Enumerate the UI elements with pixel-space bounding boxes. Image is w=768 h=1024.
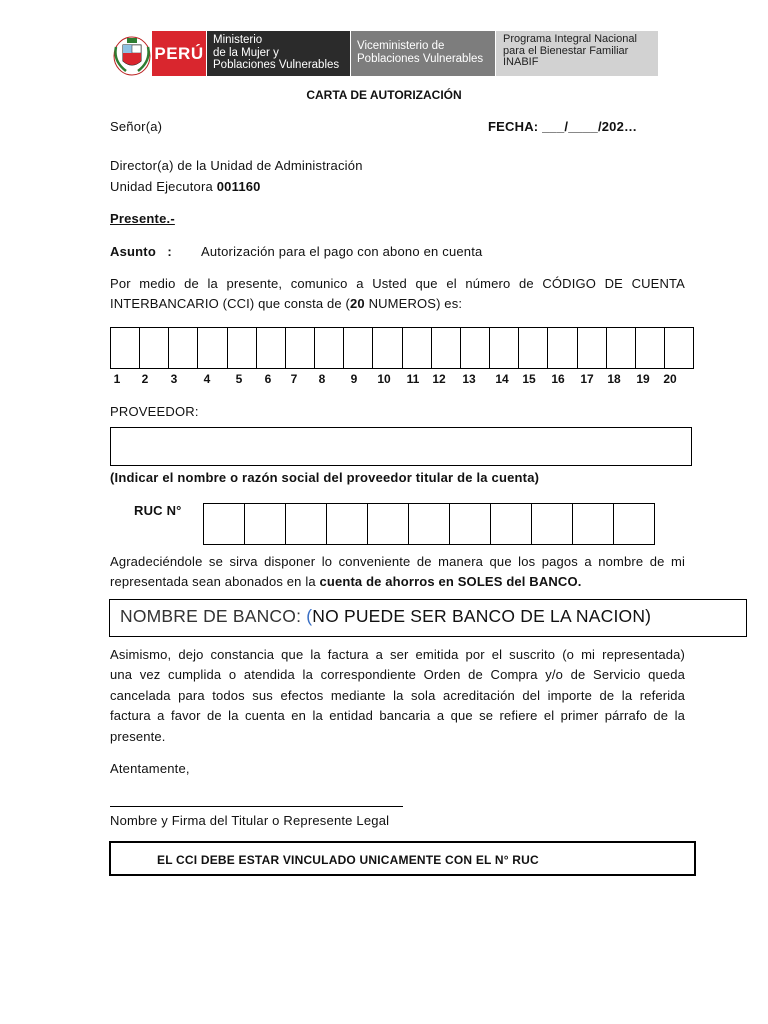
coat-of-arms-logo [112, 33, 152, 77]
provider-note: (Indicar el nombre o razón social del proveedor titular de la cuenta) [110, 470, 540, 485]
vice-ministry-line: Poblaciones Vulnerables [357, 53, 484, 65]
cci-position-number: 18 [607, 372, 621, 386]
cci-digit-box[interactable] [228, 328, 257, 368]
cci-position-number: 16 [551, 372, 565, 386]
cci-position-number: 7 [290, 372, 298, 386]
cci-digit-box[interactable] [490, 328, 519, 368]
bank-name-field[interactable] [109, 599, 747, 637]
document-title: CARTA DE AUTORIZACIÓN [306, 88, 462, 102]
cci-position-number: 6 [264, 372, 272, 386]
closing: Atentamente, [110, 761, 190, 776]
ruc-digit-box[interactable] [286, 504, 327, 544]
intro-text-b: NUMEROS) es: [364, 296, 463, 311]
cci-position-number: 13 [462, 372, 476, 386]
vice-ministry-brand-block [351, 31, 495, 76]
cci-position-number: 11 [406, 372, 420, 386]
intro-line: Por medio de la presente, comunico a Usted que el número de CÓDIGO DE CUENTA [110, 276, 685, 291]
body-line: cancelada para todos sus efectos mediante la sola acreditación del importe de la referida [110, 688, 685, 703]
recipient-unit-code: 001160 [216, 179, 261, 194]
cci-position-number: 20 [663, 372, 677, 386]
cci-position-number: 19 [636, 372, 650, 386]
signature-label: Nombre y Firma del Titular o Represente Legal [110, 813, 390, 828]
vice-ministry-line: Viceministerio de [357, 40, 445, 52]
cci-digit-box[interactable] [461, 328, 490, 368]
thanks-line: Agradeciéndole se sirva disponer lo conveniente de manera que los pagos a nombre de mi [110, 554, 685, 569]
cci-position-number: 10 [377, 372, 391, 386]
program-line: para el Bienestar Familiar [503, 44, 629, 57]
body-line: presente. [110, 729, 166, 744]
thanks-account-type: cuenta de ahorros en SOLES del BANCO. [319, 574, 582, 589]
body-line: una vez cumplida o atendida la correspondiente Orden de Compra y/o de Servicio queda [110, 667, 685, 682]
cci-position-number: 2 [141, 372, 149, 386]
ministry-brand-block [207, 31, 350, 76]
intro-text-a: INTERBANCARIO (CCI) que consta de ( [110, 296, 351, 311]
cci-digit-box[interactable] [111, 328, 140, 368]
cci-digit-box[interactable] [257, 328, 286, 368]
bank-paren: ( [306, 606, 313, 626]
cci-input-grid[interactable] [110, 327, 694, 369]
cci-position-number: 9 [350, 372, 358, 386]
cci-position-number: 5 [235, 372, 243, 386]
bank-label: NOMBRE DE BANCO: [120, 606, 307, 626]
cci-digit-box[interactable] [169, 328, 198, 368]
country-label: PERÚ [154, 43, 204, 63]
cci-position-number: 8 [318, 372, 326, 386]
cci-digit-box[interactable] [636, 328, 665, 368]
cci-position-number: 1 [113, 372, 121, 386]
program-brand-block [496, 31, 658, 76]
body-line: factura a favor de la cuenta en la entidad bancaria a que se refiere el primer párrafo de la [110, 708, 685, 723]
ruc-digit-box[interactable] [450, 504, 491, 544]
ruc-input-grid[interactable] [203, 503, 655, 545]
cci-digit-box[interactable] [198, 328, 227, 368]
cci-digit-box[interactable] [607, 328, 636, 368]
provider-name-field[interactable] [110, 427, 692, 466]
recipient-unit-line [110, 179, 261, 194]
cci-ruc-notice [109, 841, 696, 876]
cci-position-number: 14 [495, 372, 509, 386]
bank-note: NO PUEDE SER BANCO DE LA NACION) [312, 606, 652, 626]
subject-text: Autorización para el pago con abono en cuenta [201, 244, 483, 259]
body-line: Asimismo, dejo constancia que la factura a ser emitida por el suscrito (o mi representada) [110, 647, 685, 662]
intro-line-2 [110, 294, 685, 315]
cci-digit-box[interactable] [432, 328, 461, 368]
cci-position-number: 3 [170, 372, 178, 386]
date-field: FECHA: ___/____/202… [488, 119, 638, 134]
program-line: INABIF [503, 56, 539, 68]
cci-digit-box[interactable] [548, 328, 577, 368]
intro-count: 20 [350, 296, 365, 311]
cci-position-number: 15 [522, 372, 536, 386]
subject-label: Asunto : [110, 244, 172, 259]
ruc-digit-box[interactable] [491, 504, 532, 544]
ministry-line: Poblaciones Vulnerables [213, 59, 340, 71]
ruc-digit-box[interactable] [409, 504, 450, 544]
cci-digit-box[interactable] [344, 328, 373, 368]
ruc-digit-box[interactable] [368, 504, 409, 544]
ruc-digit-box[interactable] [573, 504, 614, 544]
cci-position-number: 17 [580, 372, 594, 386]
ruc-digit-box[interactable] [532, 504, 573, 544]
cci-position-number: 12 [432, 372, 446, 386]
cci-position-number: 4 [203, 372, 211, 386]
ruc-digit-box[interactable] [327, 504, 368, 544]
ruc-digit-box[interactable] [204, 504, 245, 544]
thanks-line-2 [110, 572, 685, 593]
thanks-text: representada sean abonados en la [110, 574, 320, 589]
salutation: Señor(a) [110, 119, 163, 134]
cci-digit-box[interactable] [578, 328, 607, 368]
ruc-digit-box[interactable] [614, 504, 654, 544]
program-line: Programa Integral Nacional [503, 33, 637, 45]
cci-digit-box[interactable] [140, 328, 169, 368]
ruc-label: RUC N° [134, 503, 182, 518]
cci-digit-box[interactable] [286, 328, 315, 368]
signature-line[interactable] [110, 806, 403, 807]
cci-digit-box[interactable] [315, 328, 344, 368]
recipient-unit-prefix: Unidad Ejecutora [110, 179, 217, 194]
cci-ruc-notice-text: EL CCI DEBE ESTAR VINCULADO UNICAMENTE CON EL N° RUC [157, 853, 539, 867]
cci-digit-box[interactable] [373, 328, 402, 368]
presente-heading: Presente.- [110, 211, 175, 226]
provider-label: PROVEEDOR: [110, 404, 199, 419]
ministry-line: de la Mujer y [213, 46, 279, 59]
peru-brand-block [152, 31, 206, 76]
cci-digit-box[interactable] [403, 328, 432, 368]
recipient-line: Director(a) de la Unidad de Administración [110, 158, 363, 173]
cci-digit-box[interactable] [519, 328, 548, 368]
cci-digit-box[interactable] [665, 328, 693, 368]
ruc-digit-box[interactable] [245, 504, 286, 544]
ministry-line: Ministerio [213, 34, 263, 46]
